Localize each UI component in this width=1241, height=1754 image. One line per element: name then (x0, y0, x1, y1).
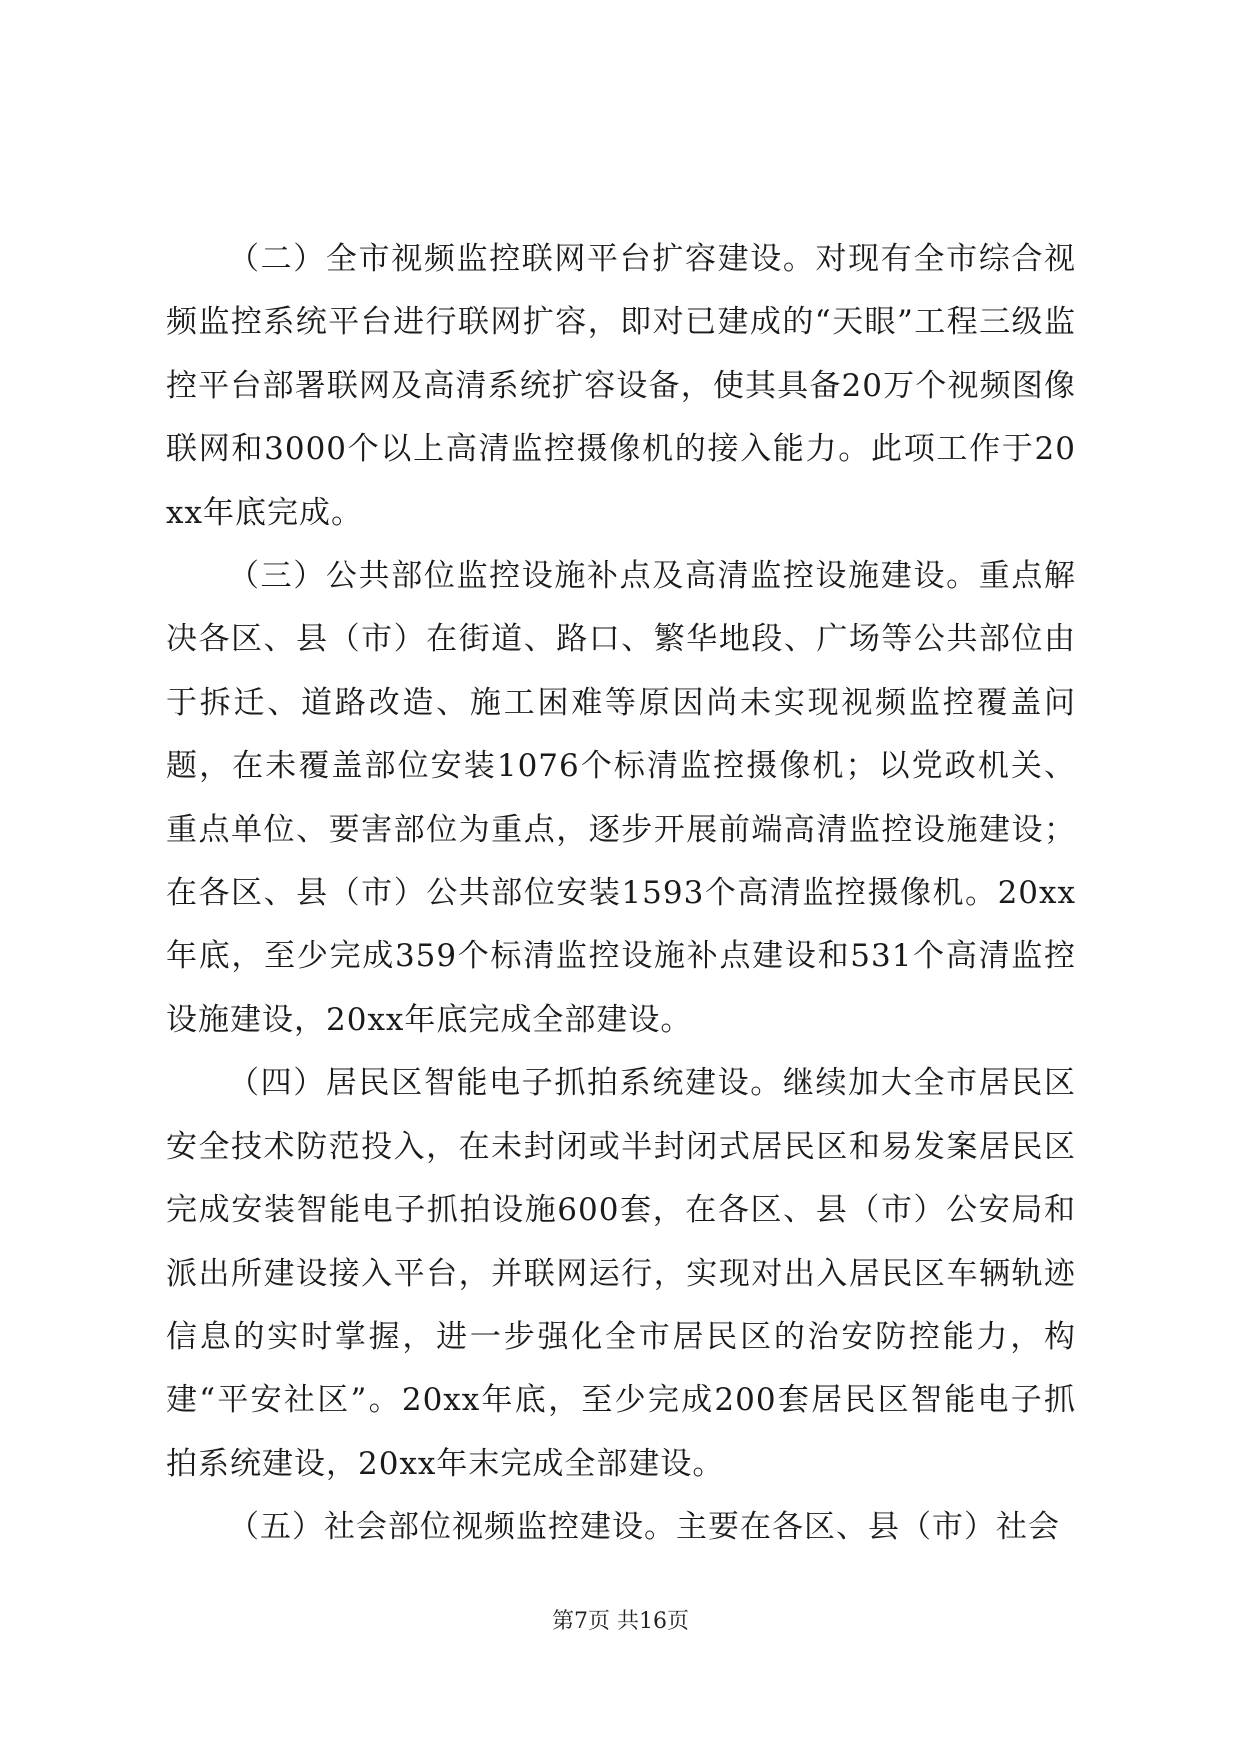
paragraph-3: （三）公共部位监控设施补点及高清监控设施建设。重点解决各区、县（市）在街道、路口、繁华地段、广场等公共部位由于拆迁、道路改造、施工困难等原因尚未实现视频监控覆盖问题，在未覆盖部位安装1076个标清监控摄像机；以党政机关、重点单位、要害部位为重点，逐步开展前端高清监控设施建设；在各区、县（市）公共部位安装1593个高清监控摄像机。20xx年底，至少完成359个标清监控设施补点建设和531个高清监控设施建设，20xx年底完成全部建设。 (166, 558, 1076, 1038)
paragraph-2: （二）全市视频监控联网平台扩容建设。对现有全市综合视频监控系统平台进行联网扩容，即对已建成的“天眼”工程三级监控平台部署联网及高清系统扩容设备，使其具备20万个视频图像联网和3000个以上高清监控摄像机的接入能力。此项工作于20xx年底完成。 (166, 241, 1076, 531)
body-text (166, 228, 1076, 1560)
paragraph-4: （四）居民区智能电子抓拍系统建设。继续加大全市居民区安全技术防范投入，在未封闭或半封闭式居民区和易发案居民区完成安装智能电子抓拍设施600套，在各区、县（市）公安局和派出所建设接入平台，并联网运行，实现对出入居民区车辆轨迹信息的实时掌握，进一步强化全市居民区的治安防控能力，构建“平安社区”。20xx年底，至少完成200套居民区智能电子抓拍系统建设，20xx年末完成全部建设。 (166, 1065, 1076, 1482)
paragraph-5: （五）社会部位视频监控建设。主要在各区、县（市）社会 (228, 1509, 1060, 1546)
page-number-footer: 第7页 共16页 (552, 1609, 689, 1634)
